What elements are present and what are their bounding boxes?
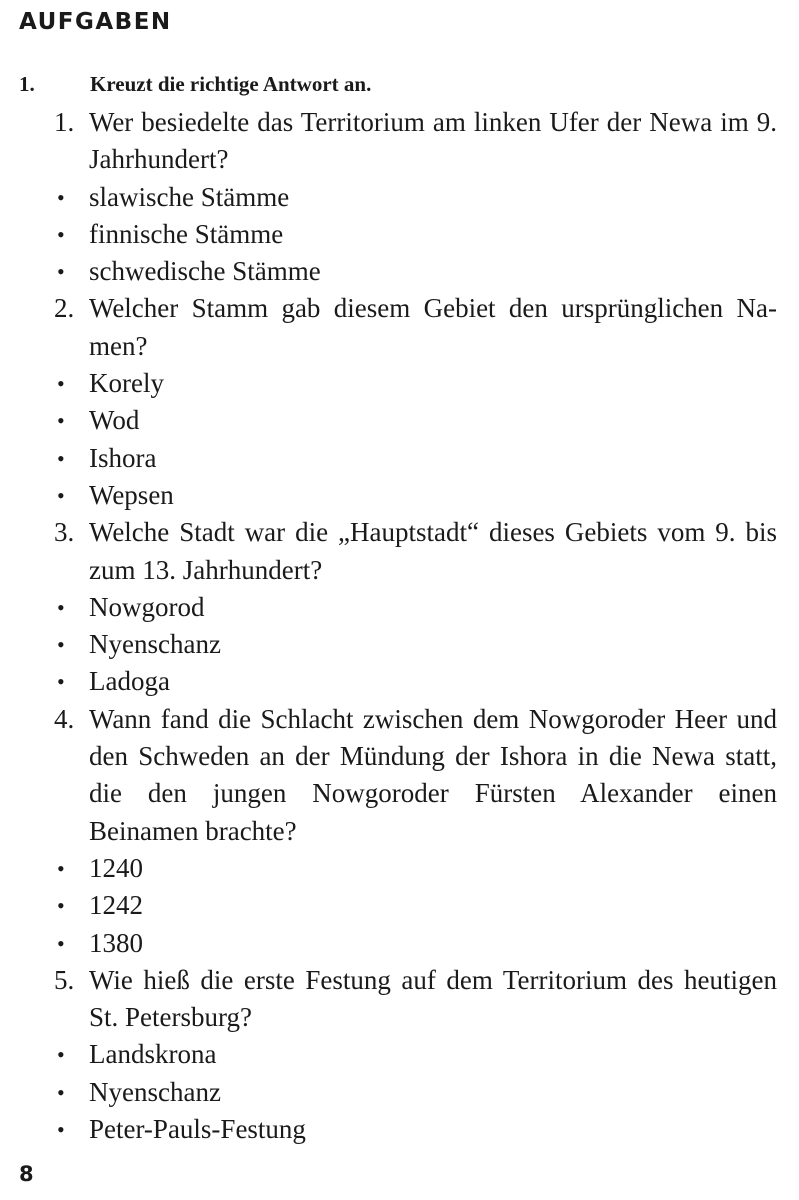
bullet-icon: • xyxy=(57,893,65,919)
bullet-icon: • xyxy=(57,1117,65,1143)
answer-option[interactable] xyxy=(19,1074,779,1111)
answer-option-text: Ishora xyxy=(89,442,157,473)
question-5 xyxy=(19,962,779,1037)
answer-option-text: 1240 xyxy=(89,852,143,883)
section-title: AUFGABEN xyxy=(19,9,172,35)
answer-option-text: 1242 xyxy=(89,890,143,921)
question-number: 1. xyxy=(54,107,75,137)
bullet-icon: • xyxy=(57,184,65,210)
bullet-icon: • xyxy=(57,669,65,695)
answer-option[interactable] xyxy=(19,365,779,402)
question-text: Welcher Stamm gab diesem Gebiet den ursprünglichen Namen? xyxy=(89,293,777,361)
page-number: 8 xyxy=(19,1162,34,1186)
bullet-icon: • xyxy=(57,855,65,881)
answer-option[interactable] xyxy=(19,1036,779,1073)
question-list xyxy=(19,104,779,1148)
answer-option[interactable] xyxy=(19,887,779,924)
answer-option-text: Nyenschanz xyxy=(89,1076,221,1107)
answer-option-text: 1380 xyxy=(89,927,143,958)
task-1 xyxy=(19,72,779,1148)
answer-option[interactable] xyxy=(19,626,779,663)
bullet-icon: • xyxy=(57,1042,65,1068)
question-number: 4. xyxy=(54,703,75,734)
answer-option[interactable] xyxy=(19,663,779,700)
answer-option-text: slawische Stämme xyxy=(89,181,290,212)
answer-option[interactable] xyxy=(19,1111,779,1148)
bullet-icon: • xyxy=(57,594,65,620)
question-number: 2. xyxy=(54,293,75,324)
bullet-icon: • xyxy=(57,1079,65,1105)
task-header xyxy=(19,72,779,104)
bullet-icon: • xyxy=(57,445,65,471)
answer-option[interactable] xyxy=(19,589,779,626)
answer-option-text: Wepsen xyxy=(89,479,174,510)
question-text: Wie hieß die erste Festung auf dem Territorium des heutigen St. Petersburg? xyxy=(89,964,777,1033)
answer-option-text: Nowgorod xyxy=(89,591,205,622)
bullet-icon: • xyxy=(57,371,65,397)
bullet-icon: • xyxy=(57,259,65,285)
answer-option-text: finnische Stämme xyxy=(89,218,284,249)
answer-option[interactable] xyxy=(19,925,779,962)
question-4 xyxy=(19,701,779,850)
answer-option-text: Nyenschanz xyxy=(89,629,221,660)
bullet-icon: • xyxy=(57,930,65,956)
answer-option[interactable] xyxy=(19,179,779,216)
answer-option[interactable] xyxy=(19,440,779,477)
question-text: Wer besiedelte das Territorium am linken Ufer der Newa im 9. Jahrhundert? xyxy=(89,107,777,175)
answer-option[interactable] xyxy=(19,850,779,887)
answer-option-text: schwedische Stämme xyxy=(89,256,321,287)
answer-option[interactable] xyxy=(19,216,779,253)
answer-option-text: Korely xyxy=(89,368,164,399)
bullet-icon: • xyxy=(57,408,65,434)
answer-option-text: Ladoga xyxy=(89,666,170,697)
answer-option[interactable] xyxy=(19,402,779,439)
task-number: 1. xyxy=(19,72,35,96)
question-3 xyxy=(19,514,779,589)
answer-option-text: Peter-Pauls-Festung xyxy=(89,1114,306,1145)
question-number: 5. xyxy=(54,964,75,995)
bullet-icon: • xyxy=(57,221,65,247)
task-instruction: Kreuzt die richtige Antwort an. xyxy=(90,72,372,96)
answer-option-text: Landskrona xyxy=(89,1039,217,1070)
bullet-icon: • xyxy=(57,482,65,508)
question-text: Wann fand die Schlacht zwischen dem Nowgoroder Heer und den Schweden an der Mündung der Ishora in die Newa statt, die den jungen Nowgoroder Fürsten Alexander einen Beinamen brachte? xyxy=(89,703,777,846)
answer-option-text: Wod xyxy=(89,405,140,436)
answer-option[interactable] xyxy=(19,477,779,514)
question-number: 3. xyxy=(54,517,75,548)
question-2 xyxy=(19,290,779,365)
question-text: Welche Stadt war die „Hauptstadt“ dieses Gebiets vom 9. bis zum 13. Jahrhundert? xyxy=(89,517,777,585)
bullet-icon: • xyxy=(57,632,65,658)
answer-option[interactable] xyxy=(19,253,779,290)
question-1 xyxy=(19,104,779,179)
